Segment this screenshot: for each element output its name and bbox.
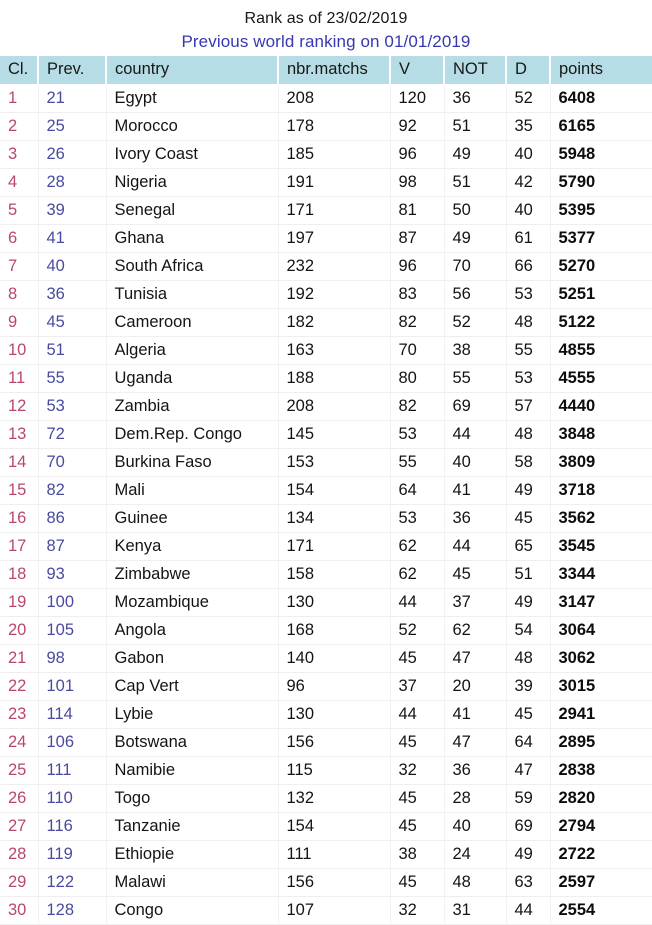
- cell-matchs: 168: [278, 617, 390, 645]
- cell-points: 3545: [550, 533, 652, 561]
- cell-country: Ethiopie: [106, 841, 278, 869]
- table-row[interactable]: [0, 617, 652, 645]
- cell-not: 50: [444, 197, 506, 225]
- cell-v: 98: [390, 169, 444, 197]
- cell-prev: 45: [38, 309, 106, 337]
- cell-rank: 9: [0, 309, 38, 337]
- table-row[interactable]: [0, 197, 652, 225]
- cell-v: 64: [390, 477, 444, 505]
- cell-d: 49: [506, 589, 550, 617]
- table-row[interactable]: [0, 169, 652, 197]
- cell-prev: 26: [38, 141, 106, 169]
- cell-prev: 86: [38, 505, 106, 533]
- column-header-prev[interactable]: Prev.: [38, 56, 106, 85]
- cell-matchs: 163: [278, 337, 390, 365]
- cell-v: 44: [390, 589, 444, 617]
- cell-d: 55: [506, 337, 550, 365]
- cell-d: 48: [506, 421, 550, 449]
- cell-matchs: 156: [278, 869, 390, 897]
- cell-country: Ghana: [106, 225, 278, 253]
- cell-prev: 39: [38, 197, 106, 225]
- cell-country: Angola: [106, 617, 278, 645]
- cell-v: 82: [390, 309, 444, 337]
- cell-points: 2722: [550, 841, 652, 869]
- cell-not: 55: [444, 365, 506, 393]
- cell-not: 70: [444, 253, 506, 281]
- cell-v: 32: [390, 757, 444, 785]
- cell-prev: 119: [38, 841, 106, 869]
- cell-not: 41: [444, 701, 506, 729]
- cell-rank: 27: [0, 813, 38, 841]
- cell-country: Guinee: [106, 505, 278, 533]
- cell-v: 120: [390, 85, 444, 113]
- cell-d: 51: [506, 561, 550, 589]
- table-row[interactable]: [0, 253, 652, 281]
- cell-country: Botswana: [106, 729, 278, 757]
- cell-d: 61: [506, 225, 550, 253]
- cell-v: 45: [390, 645, 444, 673]
- cell-rank: 25: [0, 757, 38, 785]
- cell-not: 69: [444, 393, 506, 421]
- cell-not: 62: [444, 617, 506, 645]
- column-header-matchs[interactable]: nbr.matchs: [278, 56, 390, 85]
- cell-points: 5395: [550, 197, 652, 225]
- cell-points: 5122: [550, 309, 652, 337]
- column-header-v[interactable]: V: [390, 56, 444, 85]
- cell-not: 47: [444, 645, 506, 673]
- cell-d: 45: [506, 505, 550, 533]
- cell-rank: 18: [0, 561, 38, 589]
- cell-rank: 21: [0, 645, 38, 673]
- cell-rank: 5: [0, 197, 38, 225]
- cell-prev: 70: [38, 449, 106, 477]
- cell-rank: 29: [0, 869, 38, 897]
- table-row[interactable]: [0, 141, 652, 169]
- cell-matchs: 178: [278, 113, 390, 141]
- table-row[interactable]: [0, 225, 652, 253]
- cell-d: 65: [506, 533, 550, 561]
- cell-d: 48: [506, 645, 550, 673]
- cell-matchs: 156: [278, 729, 390, 757]
- cell-matchs: 154: [278, 813, 390, 841]
- cell-not: 52: [444, 309, 506, 337]
- cell-prev: 28: [38, 169, 106, 197]
- cell-d: 39: [506, 673, 550, 701]
- cell-prev: 106: [38, 729, 106, 757]
- cell-prev: 36: [38, 281, 106, 309]
- cell-not: 36: [444, 85, 506, 113]
- cell-v: 55: [390, 449, 444, 477]
- cell-rank: 20: [0, 617, 38, 645]
- cell-prev: 98: [38, 645, 106, 673]
- cell-matchs: 140: [278, 645, 390, 673]
- table-header: [0, 56, 652, 85]
- cell-points: 6165: [550, 113, 652, 141]
- cell-prev: 101: [38, 673, 106, 701]
- cell-country: Nigeria: [106, 169, 278, 197]
- cell-country: Mali: [106, 477, 278, 505]
- cell-not: 44: [444, 533, 506, 561]
- table-row[interactable]: [0, 701, 652, 729]
- cell-rank: 1: [0, 85, 38, 113]
- cell-points: 5270: [550, 253, 652, 281]
- cell-country: Tanzanie: [106, 813, 278, 841]
- cell-v: 62: [390, 561, 444, 589]
- cell-rank: 16: [0, 505, 38, 533]
- cell-points: 6408: [550, 85, 652, 113]
- table-row[interactable]: [0, 897, 652, 925]
- cell-d: 40: [506, 197, 550, 225]
- cell-matchs: 96: [278, 673, 390, 701]
- cell-rank: 23: [0, 701, 38, 729]
- cell-rank: 12: [0, 393, 38, 421]
- cell-rank: 17: [0, 533, 38, 561]
- cell-prev: 21: [38, 85, 106, 113]
- cell-d: 53: [506, 365, 550, 393]
- cell-country: Mozambique: [106, 589, 278, 617]
- cell-d: 49: [506, 477, 550, 505]
- cell-country: Cap Vert: [106, 673, 278, 701]
- column-header-country[interactable]: country: [106, 56, 278, 85]
- cell-prev: 105: [38, 617, 106, 645]
- cell-country: Kenya: [106, 533, 278, 561]
- cell-matchs: 130: [278, 589, 390, 617]
- cell-matchs: 134: [278, 505, 390, 533]
- cell-matchs: 182: [278, 309, 390, 337]
- cell-not: 28: [444, 785, 506, 813]
- cell-not: 51: [444, 169, 506, 197]
- cell-d: 54: [506, 617, 550, 645]
- cell-matchs: 111: [278, 841, 390, 869]
- table-body: [0, 85, 652, 925]
- cell-d: 47: [506, 757, 550, 785]
- cell-rank: 11: [0, 365, 38, 393]
- cell-points: 3809: [550, 449, 652, 477]
- cell-points: 3718: [550, 477, 652, 505]
- column-header-points[interactable]: points: [550, 56, 652, 85]
- cell-not: 48: [444, 869, 506, 897]
- table-row[interactable]: [0, 309, 652, 337]
- cell-not: 49: [444, 141, 506, 169]
- cell-matchs: 192: [278, 281, 390, 309]
- cell-points: 2597: [550, 869, 652, 897]
- cell-rank: 24: [0, 729, 38, 757]
- cell-points: 5251: [550, 281, 652, 309]
- cell-prev: 25: [38, 113, 106, 141]
- ranking-table: [0, 56, 652, 925]
- cell-country: Togo: [106, 785, 278, 813]
- cell-points: 4855: [550, 337, 652, 365]
- cell-country: Cameroon: [106, 309, 278, 337]
- cell-rank: 14: [0, 449, 38, 477]
- cell-points: 3062: [550, 645, 652, 673]
- table-row[interactable]: [0, 477, 652, 505]
- cell-prev: 111: [38, 757, 106, 785]
- cell-points: 3147: [550, 589, 652, 617]
- cell-rank: 6: [0, 225, 38, 253]
- cell-v: 70: [390, 337, 444, 365]
- cell-not: 49: [444, 225, 506, 253]
- cell-matchs: 208: [278, 393, 390, 421]
- cell-matchs: 232: [278, 253, 390, 281]
- cell-d: 35: [506, 113, 550, 141]
- cell-v: 53: [390, 505, 444, 533]
- cell-not: 36: [444, 757, 506, 785]
- cell-v: 32: [390, 897, 444, 925]
- cell-d: 52: [506, 85, 550, 113]
- column-header-d[interactable]: D: [506, 56, 550, 85]
- column-header-rank[interactable]: Cl.: [0, 56, 38, 85]
- cell-prev: 114: [38, 701, 106, 729]
- cell-prev: 116: [38, 813, 106, 841]
- cell-d: 44: [506, 897, 550, 925]
- cell-country: South Africa: [106, 253, 278, 281]
- cell-v: 62: [390, 533, 444, 561]
- cell-points: 2820: [550, 785, 652, 813]
- cell-country: Zimbabwe: [106, 561, 278, 589]
- cell-country: Ivory Coast: [106, 141, 278, 169]
- page-title: Rank as of 23/02/2019: [244, 10, 408, 27]
- cell-country: Tunisia: [106, 281, 278, 309]
- cell-v: 81: [390, 197, 444, 225]
- cell-rank: 10: [0, 337, 38, 365]
- cell-prev: 128: [38, 897, 106, 925]
- cell-matchs: 107: [278, 897, 390, 925]
- title-block: [0, 0, 652, 53]
- cell-country: Egypt: [106, 85, 278, 113]
- cell-not: 31: [444, 897, 506, 925]
- table-row[interactable]: [0, 281, 652, 309]
- cell-v: 80: [390, 365, 444, 393]
- cell-country: Algeria: [106, 337, 278, 365]
- cell-matchs: 188: [278, 365, 390, 393]
- cell-v: 96: [390, 253, 444, 281]
- table-row[interactable]: [0, 813, 652, 841]
- cell-points: 3064: [550, 617, 652, 645]
- cell-prev: 87: [38, 533, 106, 561]
- cell-country: Dem.Rep. Congo: [106, 421, 278, 449]
- table-row[interactable]: [0, 729, 652, 757]
- cell-matchs: 171: [278, 533, 390, 561]
- table-row[interactable]: [0, 85, 652, 113]
- cell-not: 38: [444, 337, 506, 365]
- cell-d: 45: [506, 701, 550, 729]
- cell-not: 36: [444, 505, 506, 533]
- cell-rank: 2: [0, 113, 38, 141]
- cell-d: 57: [506, 393, 550, 421]
- cell-prev: 51: [38, 337, 106, 365]
- cell-points: 3562: [550, 505, 652, 533]
- table-row[interactable]: [0, 589, 652, 617]
- cell-d: 59: [506, 785, 550, 813]
- cell-v: 92: [390, 113, 444, 141]
- cell-not: 40: [444, 813, 506, 841]
- cell-d: 69: [506, 813, 550, 841]
- cell-v: 45: [390, 729, 444, 757]
- table-row[interactable]: [0, 645, 652, 673]
- cell-points: 3015: [550, 673, 652, 701]
- cell-rank: 22: [0, 673, 38, 701]
- cell-rank: 4: [0, 169, 38, 197]
- cell-points: 3344: [550, 561, 652, 589]
- cell-rank: 15: [0, 477, 38, 505]
- cell-country: Namibie: [106, 757, 278, 785]
- cell-prev: 72: [38, 421, 106, 449]
- cell-matchs: 154: [278, 477, 390, 505]
- table-row[interactable]: [0, 337, 652, 365]
- cell-not: 56: [444, 281, 506, 309]
- cell-points: 4440: [550, 393, 652, 421]
- cell-country: Uganda: [106, 365, 278, 393]
- cell-d: 66: [506, 253, 550, 281]
- cell-matchs: 158: [278, 561, 390, 589]
- cell-matchs: 208: [278, 85, 390, 113]
- cell-not: 37: [444, 589, 506, 617]
- cell-prev: 122: [38, 869, 106, 897]
- cell-rank: 8: [0, 281, 38, 309]
- cell-country: Malawi: [106, 869, 278, 897]
- page-subtitle: Previous world ranking on 01/01/2019: [181, 32, 471, 51]
- cell-v: 82: [390, 393, 444, 421]
- cell-matchs: 171: [278, 197, 390, 225]
- cell-rank: 30: [0, 897, 38, 925]
- cell-country: Congo: [106, 897, 278, 925]
- cell-rank: 13: [0, 421, 38, 449]
- cell-country: Zambia: [106, 393, 278, 421]
- table-row[interactable]: [0, 785, 652, 813]
- cell-rank: 19: [0, 589, 38, 617]
- cell-d: 49: [506, 841, 550, 869]
- cell-matchs: 191: [278, 169, 390, 197]
- cell-v: 45: [390, 813, 444, 841]
- cell-prev: 53: [38, 393, 106, 421]
- cell-v: 52: [390, 617, 444, 645]
- cell-not: 40: [444, 449, 506, 477]
- table-row[interactable]: [0, 869, 652, 897]
- table-row[interactable]: [0, 365, 652, 393]
- cell-country: Morocco: [106, 113, 278, 141]
- cell-prev: 41: [38, 225, 106, 253]
- cell-country: Senegal: [106, 197, 278, 225]
- cell-v: 37: [390, 673, 444, 701]
- table-row[interactable]: [0, 421, 652, 449]
- cell-d: 40: [506, 141, 550, 169]
- cell-not: 45: [444, 561, 506, 589]
- column-header-not[interactable]: NOT: [444, 56, 506, 85]
- cell-points: 2794: [550, 813, 652, 841]
- table-row[interactable]: [0, 673, 652, 701]
- cell-rank: 3: [0, 141, 38, 169]
- cell-prev: 55: [38, 365, 106, 393]
- cell-points: 5948: [550, 141, 652, 169]
- cell-not: 44: [444, 421, 506, 449]
- cell-v: 45: [390, 785, 444, 813]
- cell-v: 38: [390, 841, 444, 869]
- cell-prev: 93: [38, 561, 106, 589]
- cell-matchs: 115: [278, 757, 390, 785]
- cell-d: 63: [506, 869, 550, 897]
- cell-points: 2941: [550, 701, 652, 729]
- cell-d: 42: [506, 169, 550, 197]
- cell-prev: 40: [38, 253, 106, 281]
- cell-v: 53: [390, 421, 444, 449]
- cell-points: 2554: [550, 897, 652, 925]
- cell-points: 2895: [550, 729, 652, 757]
- cell-country: Burkina Faso: [106, 449, 278, 477]
- cell-matchs: 197: [278, 225, 390, 253]
- cell-not: 24: [444, 841, 506, 869]
- cell-d: 48: [506, 309, 550, 337]
- cell-points: 4555: [550, 365, 652, 393]
- cell-matchs: 132: [278, 785, 390, 813]
- table-row[interactable]: [0, 113, 652, 141]
- cell-v: 44: [390, 701, 444, 729]
- cell-matchs: 153: [278, 449, 390, 477]
- cell-points: 3848: [550, 421, 652, 449]
- cell-rank: 28: [0, 841, 38, 869]
- cell-matchs: 145: [278, 421, 390, 449]
- table-header-row: [0, 56, 652, 85]
- table-row[interactable]: [0, 505, 652, 533]
- cell-d: 53: [506, 281, 550, 309]
- cell-points: 5790: [550, 169, 652, 197]
- cell-rank: 26: [0, 785, 38, 813]
- cell-v: 83: [390, 281, 444, 309]
- cell-not: 20: [444, 673, 506, 701]
- cell-v: 87: [390, 225, 444, 253]
- cell-points: 2838: [550, 757, 652, 785]
- cell-matchs: 185: [278, 141, 390, 169]
- table-row[interactable]: [0, 393, 652, 421]
- cell-v: 45: [390, 869, 444, 897]
- cell-prev: 100: [38, 589, 106, 617]
- cell-d: 64: [506, 729, 550, 757]
- cell-v: 96: [390, 141, 444, 169]
- cell-prev: 82: [38, 477, 106, 505]
- table-row[interactable]: [0, 757, 652, 785]
- cell-not: 41: [444, 477, 506, 505]
- cell-not: 47: [444, 729, 506, 757]
- cell-country: Gabon: [106, 645, 278, 673]
- cell-prev: 110: [38, 785, 106, 813]
- cell-d: 58: [506, 449, 550, 477]
- cell-country: Lybie: [106, 701, 278, 729]
- cell-rank: 7: [0, 253, 38, 281]
- cell-points: 5377: [550, 225, 652, 253]
- table-row[interactable]: [0, 449, 652, 477]
- table-row[interactable]: [0, 533, 652, 561]
- table-row[interactable]: [0, 841, 652, 869]
- cell-matchs: 130: [278, 701, 390, 729]
- table-row[interactable]: [0, 561, 652, 589]
- cell-not: 51: [444, 113, 506, 141]
